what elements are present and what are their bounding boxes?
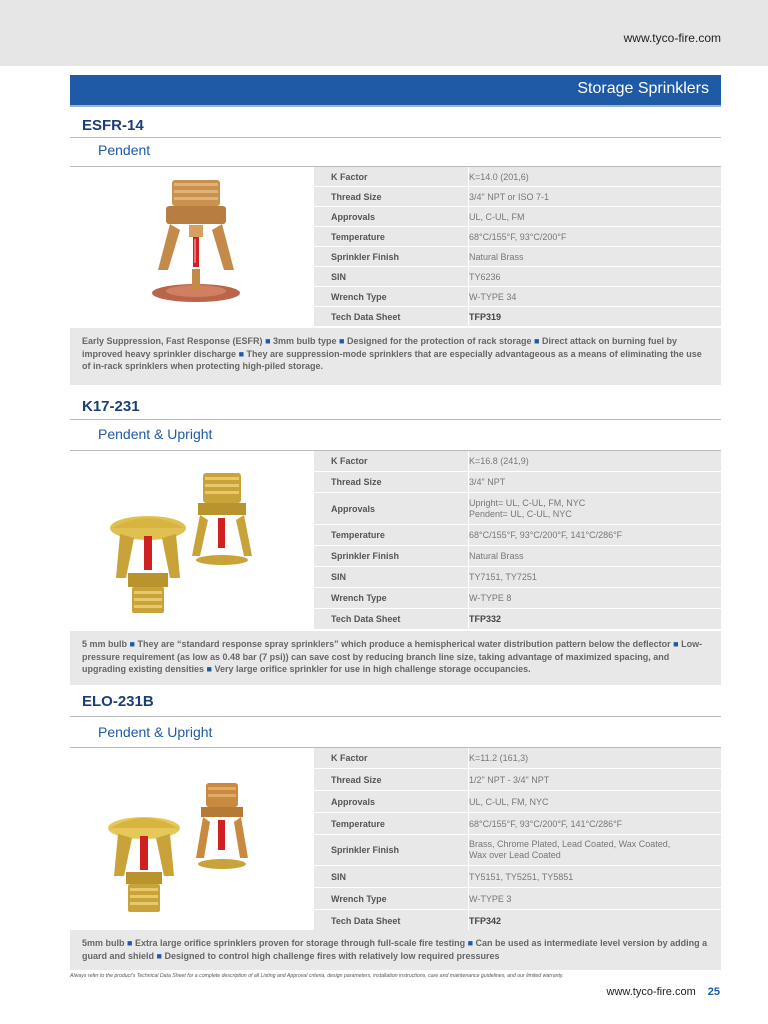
spec-value: Natural Brass <box>469 551 524 561</box>
spec-label: SIN <box>314 267 469 286</box>
spec-label: SIN <box>314 866 469 887</box>
spec-value: 68°C/155°F, 93°C/200°F, 141°C/286°F <box>469 530 623 540</box>
spec-label: Sprinkler Finish <box>314 835 469 865</box>
bullet-square-icon: ■ <box>238 348 245 359</box>
spec-label: Temperature <box>314 227 469 246</box>
spec-row <box>314 493 721 525</box>
spec-row <box>314 267 721 287</box>
bullet-square-icon: ■ <box>673 639 679 649</box>
spec-value: 68°C/155°F, 93°C/200°F <box>469 231 567 242</box>
description-point: Low-pressure requirement (as low as 0.48 bar (7 psi)) can save cost by reducing branch line size, taking advantage of maximized spacing, and upgrading existing densities <box>82 639 703 674</box>
spec-value <box>469 493 721 524</box>
spec-row <box>314 247 721 267</box>
spec-row <box>314 769 721 791</box>
spec-value: TY6236 <box>469 271 501 282</box>
bullet-square-icon: ■ <box>467 938 474 948</box>
description-point: Early Suppression, Fast Response (ESFR) <box>82 336 263 346</box>
spec-value: K=14.0 (201,6) <box>469 171 529 182</box>
spec-row <box>314 287 721 307</box>
spec-label: Temperature <box>314 525 469 545</box>
description-point: Designed for the protection of rack storage <box>347 336 532 346</box>
spec-value-line: Wax over Lead Coated <box>469 850 561 860</box>
spec-value: 1/2" NPT - 3/4" NPT <box>469 774 550 785</box>
spec-label: Sprinkler Finish <box>314 247 469 266</box>
top-band <box>0 0 768 66</box>
spec-table <box>314 748 721 932</box>
spec-value: TY7151, TY7251 <box>469 572 537 582</box>
spec-label: Thread Size <box>314 187 469 206</box>
spec-label: K Factor <box>314 748 469 768</box>
divider <box>70 419 721 420</box>
bullet-square-icon: ■ <box>265 336 271 346</box>
spec-label: Approvals <box>314 493 469 524</box>
spec-value-line: Upright= UL, C-UL, FM, NYC <box>469 497 586 508</box>
spec-row <box>314 910 721 932</box>
description-point: 3mm bulb type <box>273 336 337 346</box>
spec-table <box>314 451 721 630</box>
description-point: Can be used as intermediate level version by adding a guard and shield <box>82 938 708 961</box>
spec-label: Approvals <box>314 791 469 812</box>
spec-label: Thread Size <box>314 472 469 492</box>
bullet-square-icon: ■ <box>206 664 212 674</box>
spec-value: W-TYPE 8 <box>469 593 512 603</box>
footer-url[interactable]: www.tyco-fire.com <box>606 986 696 998</box>
bullet-square-icon: ■ <box>339 336 345 346</box>
product-variant: Pendent & Upright <box>98 724 213 740</box>
spec-label: Sprinkler Finish <box>314 546 469 566</box>
tech-data-sheet-value[interactable]: TFP342 <box>469 915 502 926</box>
spec-label: Tech Data Sheet <box>314 910 469 931</box>
product-description <box>70 930 721 970</box>
header-url[interactable]: www.tyco-fire.com <box>623 31 721 45</box>
page-number: 25 <box>707 986 720 998</box>
spec-value: TY5151, TY5251, TY5851 <box>469 871 574 882</box>
spec-label: K Factor <box>314 167 469 186</box>
spec-row <box>314 835 721 866</box>
description-point: 5 mm bulb <box>82 639 128 649</box>
section-title: Storage Sprinklers <box>577 80 709 97</box>
spec-value: K=16.8 (241,9) <box>469 456 529 466</box>
bullet-square-icon: ■ <box>127 938 133 948</box>
spec-table <box>314 167 721 327</box>
spec-row <box>314 813 721 835</box>
spec-value: 68°C/155°F, 93°C/200°F, 141°C/286°F <box>469 818 623 829</box>
description-point: Extra large orifice sprinklers proven for storage through full-scale fire testing <box>134 938 466 948</box>
footer <box>607 986 721 998</box>
spec-value-line: Brass, Chrome Plated, Lead Coated, Wax Coated, <box>469 839 671 849</box>
spec-label: SIN <box>314 567 469 587</box>
spec-label: Temperature <box>314 813 469 834</box>
spec-row <box>314 525 721 546</box>
spec-row <box>314 472 721 493</box>
spec-label: Approvals <box>314 207 469 226</box>
divider <box>70 716 721 717</box>
tech-data-sheet-value[interactable]: TFP319 <box>469 311 502 322</box>
spec-row <box>314 748 721 769</box>
product-model: ESFR-14 <box>82 117 144 134</box>
section-title-bar <box>70 75 721 105</box>
product-description <box>70 631 721 685</box>
spec-label: Wrench Type <box>314 888 469 909</box>
spec-value-line: Pendent= UL, C-UL, NYC <box>469 508 572 519</box>
description-point: They are “standard response spray sprinklers” which produce a hemispherical water distribution pattern below the deflector <box>137 639 671 649</box>
spec-row <box>314 207 721 227</box>
bullet-square-icon: ■ <box>534 336 540 346</box>
product-description <box>70 328 721 385</box>
spec-row <box>314 588 721 609</box>
spec-row <box>314 791 721 813</box>
spec-value: UL, C-UL, FM <box>469 211 525 222</box>
spec-row <box>314 866 721 888</box>
spec-value: W-TYPE 3 <box>469 893 512 904</box>
elo-pendent-upright-sprinkler-image <box>106 778 256 918</box>
bullet-square-icon: ■ <box>156 950 162 961</box>
product-model: K17-231 <box>82 398 140 415</box>
bullet-square-icon: ■ <box>129 639 135 649</box>
spec-label: Tech Data Sheet <box>314 307 469 326</box>
spec-row <box>314 567 721 588</box>
spec-row <box>314 888 721 910</box>
spec-value: 3/4" NPT or ISO 7-1 <box>469 191 550 202</box>
product-variant: Pendent & Upright <box>98 426 213 442</box>
description-point: Direct attack on burning fuel by improved heavy sprinkler discharge <box>82 336 678 359</box>
section-divider <box>70 105 721 107</box>
product-variant: Pendent <box>98 142 151 158</box>
spec-label: Wrench Type <box>314 588 469 608</box>
description-point: Very large orifice sprinkler for use in high challenge storage occupancies. <box>214 664 531 674</box>
spec-row <box>314 187 721 207</box>
spec-value <box>469 835 721 865</box>
spec-value: Natural Brass <box>469 251 524 262</box>
spec-row <box>314 546 721 567</box>
spec-row <box>314 227 721 247</box>
spec-row <box>314 167 721 187</box>
k17-pendent-upright-sprinkler-image <box>108 468 273 618</box>
spec-row <box>314 451 721 472</box>
product-model: ELO-231B <box>82 693 154 710</box>
spec-value: W-TYPE 34 <box>469 291 517 302</box>
spec-value: UL, C-UL, FM, NYC <box>469 796 549 807</box>
divider <box>70 137 721 138</box>
spec-label: K Factor <box>314 451 469 471</box>
description-point: 5mm bulb <box>82 938 125 948</box>
description-point: They are suppression-mode sprinklers that are especially advantageous as a means of eliminating the use of in-rack sprinklers when protecting high-piled storage. <box>82 348 702 371</box>
spec-row <box>314 307 721 327</box>
spec-row <box>314 609 721 630</box>
tech-data-sheet-value[interactable]: TFP332 <box>469 614 502 624</box>
spec-value: 3/4" NPT <box>469 477 506 487</box>
spec-label: Wrench Type <box>314 287 469 306</box>
spec-value: K=11.2 (161,3) <box>469 753 529 763</box>
spec-label: Thread Size <box>314 769 469 790</box>
esfr-pendent-sprinkler-image <box>140 175 250 315</box>
spec-label: Tech Data Sheet <box>314 609 469 629</box>
description-point: Designed to control high challenge fires with relatively low required pressures <box>164 950 500 961</box>
footnote: Always refer to the product's Technical Data Sheet for a complete description of all Listing and Approval criteria, design parameters, installation instructions, care and maintenance guidelines, and our limited warranty. <box>70 973 564 979</box>
